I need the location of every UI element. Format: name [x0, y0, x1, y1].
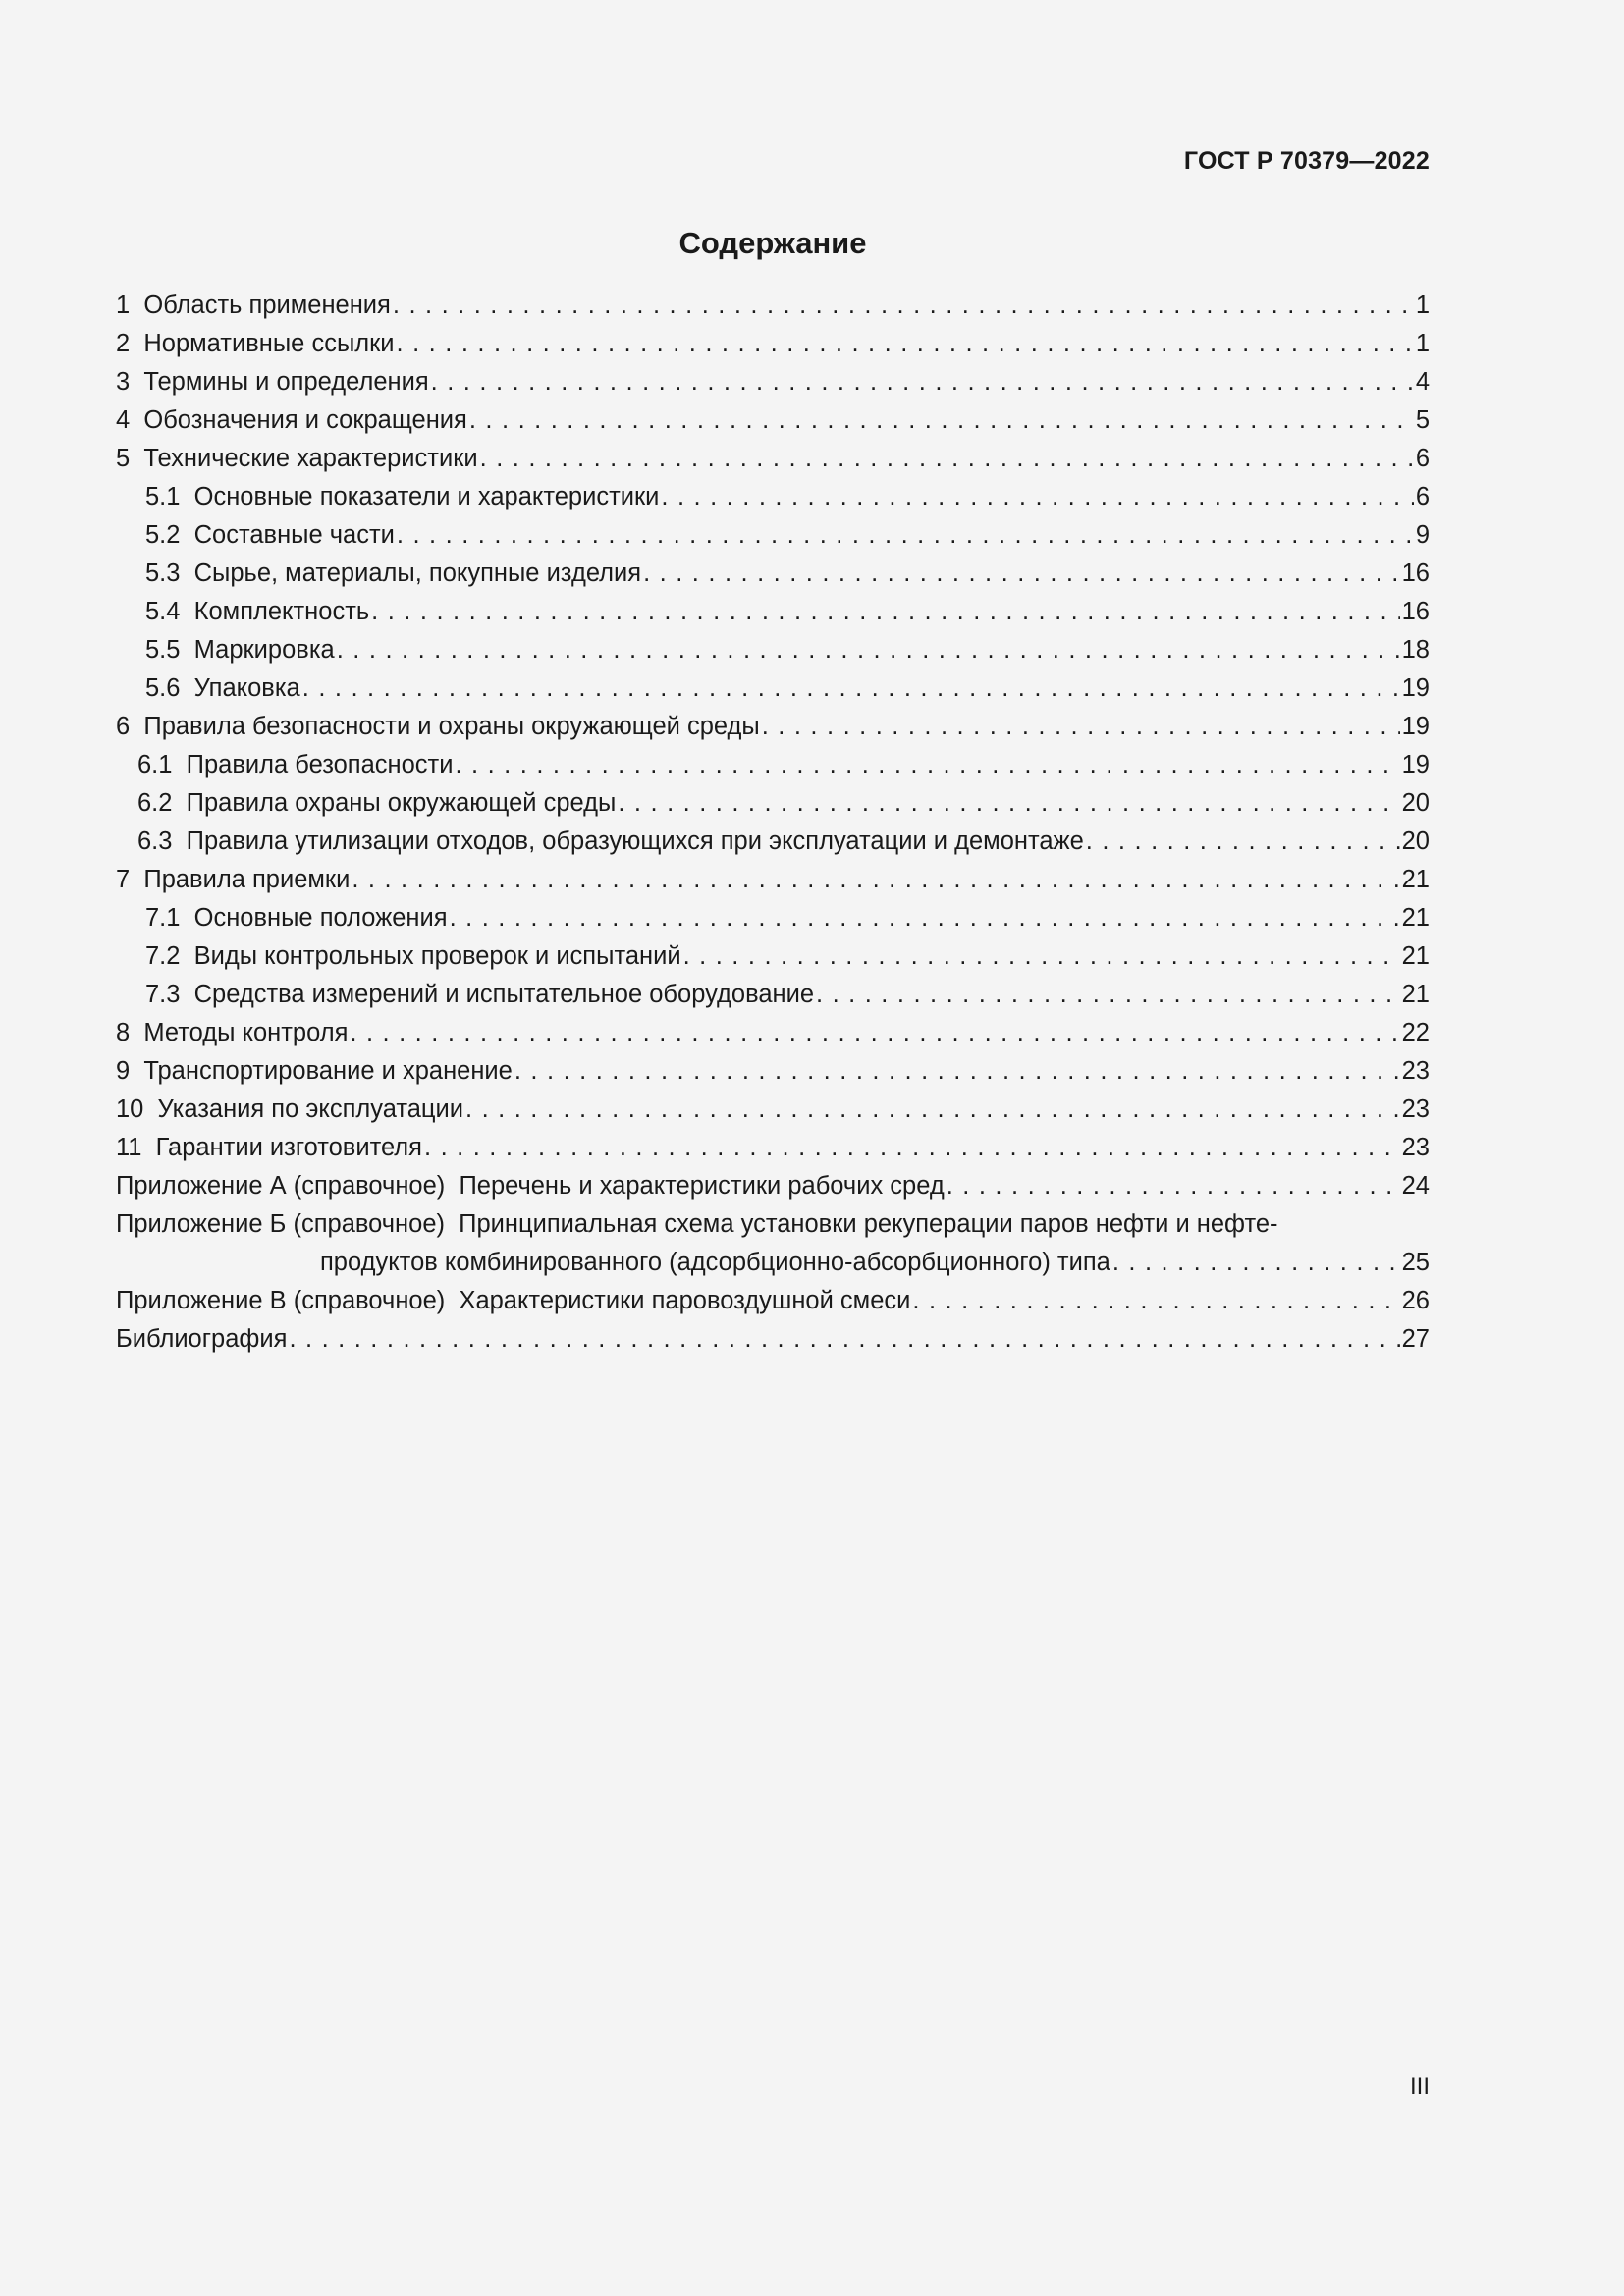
toc-entry-page: 23	[1401, 1095, 1430, 1123]
toc-entry-7-3[interactable]	[116, 976, 1430, 1014]
toc-entry-number: 1	[116, 292, 131, 319]
leader-dots	[618, 784, 1399, 823]
toc-entry-page: 26	[1401, 1287, 1430, 1314]
toc-entry-number: 5.6	[145, 674, 181, 702]
appendix-text-continued: продуктов комбинированного (адсорбционно-абсорбционного) типа	[320, 1249, 1110, 1276]
appendix-label: Приложение Б (справочное)	[116, 1210, 445, 1238]
toc-entry-number: 4	[116, 406, 131, 434]
toc-appendix-b[interactable]	[116, 1205, 1430, 1244]
toc-entry-text: Упаковка	[193, 674, 300, 702]
appendix-text: Перечень и характеристики рабочих сред	[459, 1172, 945, 1200]
toc-entry-text: Основные положения	[193, 904, 448, 932]
leader-dots	[289, 1320, 1399, 1359]
toc-entry-text: Правила безопасности и охраны окружающей среды	[143, 713, 760, 740]
leader-dots	[643, 555, 1400, 593]
toc-title: Содержание	[678, 226, 867, 260]
leader-dots	[683, 937, 1400, 976]
toc-entry-6-3[interactable]	[116, 823, 1430, 861]
toc-entry-text: Маркировка	[193, 636, 335, 664]
toc-entry-7-1[interactable]	[116, 899, 1430, 937]
toc-entry-text: Средства измерений и испытательное оборудование	[193, 981, 815, 1008]
toc-entry-number: 5.5	[145, 636, 181, 664]
leader-dots	[450, 899, 1400, 937]
toc-entry-page: 19	[1401, 713, 1430, 740]
toc-entry-text: Указания по эксплуатации	[157, 1095, 464, 1123]
toc-entry-4[interactable]	[116, 401, 1430, 440]
leader-dots	[912, 1282, 1399, 1320]
leader-dots	[371, 593, 1399, 631]
toc-entry-5-3[interactable]	[116, 555, 1430, 593]
toc-entry-7-2[interactable]	[116, 937, 1430, 976]
toc-entry-page: 24	[1401, 1172, 1430, 1200]
toc-entry-text: Транспортирование и хранение	[143, 1057, 513, 1085]
toc-entry-number: 2	[116, 330, 131, 357]
toc-entry-number: 5	[116, 445, 131, 472]
toc-entry-page: 21	[1401, 904, 1430, 932]
toc-entry-page: 18	[1401, 636, 1430, 664]
leader-dots	[661, 478, 1413, 516]
toc-entry-7[interactable]	[116, 861, 1430, 899]
toc-entry-text: Область применения	[143, 292, 391, 319]
toc-entry-page: 6	[1415, 445, 1430, 472]
toc-appendix-v[interactable]	[116, 1282, 1430, 1320]
toc-appendix-b-continued[interactable]	[116, 1244, 1430, 1282]
toc-entry-number: 10	[116, 1095, 144, 1123]
toc-entry-page: 21	[1401, 866, 1430, 893]
toc-entry-5-6[interactable]	[116, 669, 1430, 708]
toc-entry-page: 27	[1401, 1325, 1430, 1353]
appendix-text: Принципиальная схема установки рекуперации паров нефти и нефте-	[459, 1210, 1278, 1238]
toc-entry-text: Технические характеристики	[143, 445, 478, 472]
toc-entry-number: 7	[116, 866, 131, 893]
toc-entry-text: Термины и определения	[143, 368, 429, 396]
toc-entry-number: 6.1	[137, 751, 173, 778]
toc-entry-8[interactable]	[116, 1014, 1430, 1052]
toc-entry-page: 20	[1401, 789, 1430, 817]
toc-entry-number: 5.4	[145, 598, 181, 625]
toc-entry-page: 25	[1401, 1249, 1430, 1276]
toc-entry-text: Составные части	[193, 521, 395, 549]
toc-entry-number: 5.2	[145, 521, 181, 549]
toc-entry-number: 11	[116, 1134, 142, 1161]
appendix-label: Приложение В (справочное)	[116, 1287, 446, 1314]
leader-dots	[1086, 823, 1400, 861]
leader-dots	[455, 746, 1399, 784]
toc-entry-page: 1	[1415, 330, 1430, 357]
leader-dots	[762, 708, 1400, 746]
toc-appendix-a[interactable]	[116, 1167, 1430, 1205]
toc-entry-number: 7.2	[145, 942, 181, 970]
toc-entry-number: 5.1	[145, 483, 181, 510]
toc-entry-5-2[interactable]	[116, 516, 1430, 555]
toc-entry-page: 21	[1401, 942, 1430, 970]
toc-entry-5[interactable]	[116, 440, 1430, 478]
toc-bibliography[interactable]	[116, 1320, 1430, 1359]
toc-entry-text: Основные показатели и характеристики	[193, 483, 660, 510]
toc-entry-text: Правила утилизации отходов, образующихся при эксплуатации и демонтаже	[186, 828, 1084, 855]
toc-entry-text: Правила приемки	[143, 866, 351, 893]
toc-entry-text: Виды контрольных проверок и испытаний	[193, 942, 681, 970]
toc-entry-5-4[interactable]	[116, 593, 1430, 631]
toc-entry-text: Правила охраны окружающей среды	[186, 789, 617, 817]
leader-dots	[337, 631, 1400, 669]
appendix-text: Характеристики паровоздушной смеси	[459, 1287, 911, 1314]
toc-entry-page: 21	[1401, 981, 1430, 1008]
leader-dots	[352, 861, 1399, 899]
leader-dots	[465, 1091, 1400, 1129]
leader-dots	[431, 363, 1414, 401]
toc-entry-number: 5.3	[145, 560, 181, 587]
toc-entry-page: 9	[1415, 521, 1430, 549]
toc-entry-number: 6.3	[137, 828, 173, 855]
toc-entry-6-1[interactable]	[116, 746, 1430, 784]
toc-entry-number: 7.1	[145, 904, 181, 932]
toc-entry-text: Сырье, материалы, покупные изделия	[193, 560, 642, 587]
appendix-label: Приложение А (справочное)	[116, 1172, 446, 1200]
toc-entry-text: Нормативные ссылки	[143, 330, 395, 357]
leader-dots	[350, 1014, 1399, 1052]
leader-dots	[480, 440, 1414, 478]
page-number: III	[1409, 2073, 1430, 2100]
toc-entry-2[interactable]	[116, 325, 1430, 363]
toc-entry-page: 1	[1415, 292, 1430, 319]
toc-entry-page: 23	[1401, 1057, 1430, 1085]
leader-dots	[397, 516, 1414, 555]
toc-entry-text: Правила безопасности	[186, 751, 454, 778]
toc-entry-page: 22	[1401, 1019, 1430, 1046]
toc-entry-page: 4	[1415, 368, 1430, 396]
bibliography-text: Библиография	[116, 1325, 288, 1353]
toc-entry-page: 5	[1415, 406, 1430, 434]
toc-entry-page: 6	[1415, 483, 1430, 510]
leader-dots	[469, 401, 1414, 440]
leader-dots	[302, 669, 1400, 708]
toc-entry-5-5[interactable]	[116, 631, 1430, 669]
toc-entry-6-2[interactable]	[116, 784, 1430, 823]
toc-entry-page: 20	[1401, 828, 1430, 855]
toc-entry-6[interactable]	[116, 708, 1430, 746]
leader-dots	[1112, 1244, 1400, 1282]
document-code: ГОСТ Р 70379—2022	[1183, 147, 1430, 175]
leader-dots	[947, 1167, 1400, 1205]
toc-entry-10[interactable]	[116, 1091, 1430, 1129]
toc-entry-number: 7.3	[145, 981, 181, 1008]
leader-dots	[397, 325, 1414, 363]
toc-entry-page: 16	[1401, 560, 1430, 587]
toc-entry-number: 9	[116, 1057, 131, 1085]
toc-entry-number: 3	[116, 368, 131, 396]
toc-entry-text: Обозначения и сокращения	[143, 406, 467, 434]
toc-entry-3[interactable]	[116, 363, 1430, 401]
toc-entry-text: Гарантии изготовителя	[155, 1134, 422, 1161]
toc-entry-page: 19	[1401, 674, 1430, 702]
toc-entry-9[interactable]	[116, 1052, 1430, 1091]
toc-entry-number: 6	[116, 713, 131, 740]
toc-entry-page: 19	[1401, 751, 1430, 778]
toc-entry-5-1[interactable]	[116, 478, 1430, 516]
toc-entry-1[interactable]	[116, 287, 1430, 325]
table-of-contents	[116, 287, 1430, 1359]
leader-dots	[816, 976, 1400, 1014]
toc-entry-11[interactable]	[116, 1129, 1430, 1167]
leader-dots	[393, 287, 1414, 325]
toc-entry-number: 6.2	[137, 789, 173, 817]
toc-entry-page: 16	[1401, 598, 1430, 625]
toc-entry-text: Комплектность	[193, 598, 370, 625]
toc-entry-page: 23	[1401, 1134, 1430, 1161]
leader-dots	[514, 1052, 1400, 1091]
toc-entry-number: 8	[116, 1019, 131, 1046]
toc-entry-text: Методы контроля	[143, 1019, 349, 1046]
leader-dots	[424, 1129, 1400, 1167]
